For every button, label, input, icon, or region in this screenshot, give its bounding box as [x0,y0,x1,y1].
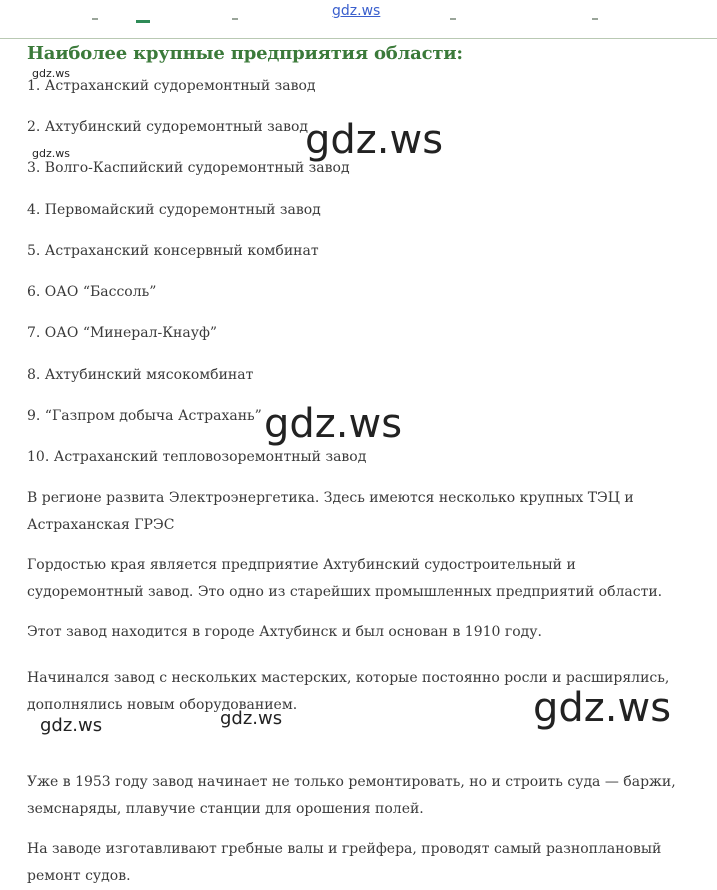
list-item: 1. Астраханский судоремонтный завод [27,78,316,94]
list-item: 6. ОАО “Бассоль” [27,284,157,300]
list-item: 2. Ахтубинский судоремонтный завод [27,119,309,135]
list-item: 9. “Газпром добыча Астрахань” [27,408,262,424]
list-item: 3. Волго-Каспийский судоремонтный завод [27,160,350,176]
list-item: 7. ОАО “Минерал-Кнауф” [27,325,218,341]
site-watermark-link[interactable]: gdz.ws [332,3,381,19]
watermark-medium: gdz.ws [40,715,103,736]
watermark-small: gdz.ws [32,67,70,80]
list-item: 5. Астраханский консервный комбинат [27,243,319,259]
list-item: 8. Ахтубинский мясокомбинат [27,367,254,383]
paragraph-production: На заводе изготавливают гребные валы и грейфера, проводят самый разноплановый ремонт судов. [27,841,662,884]
paragraph-history: Начинался завод с нескольких мастерских, которые постоянно росли и расширялись, дополнялись новым оборудованием. [27,670,670,713]
enterprises-heading: Наиболее крупные предприятия области: [27,43,463,64]
watermark-large: gdz.ws [533,685,672,731]
watermark-large: gdz.ws [264,401,403,447]
header-divider [0,38,717,39]
list-item: 10. Астраханский тепловозоремонтный завод [27,449,367,465]
paragraph-energy: В регионе развита Электроэнергетика. Здесь имеются несколько крупных ТЭЦ и Астраханская ГРЭС [27,490,634,533]
list-item: 4. Первомайский судоремонтный завод [27,202,321,218]
watermark-large: gdz.ws [305,117,444,163]
paragraph-location: Этот завод находится в городе Ахтубинск и был основан в 1910 году. [27,624,542,640]
watermark-medium: gdz.ws [220,708,283,729]
watermark-small: gdz.ws [32,147,70,160]
paragraph-shipbuilding: Уже в 1953 году завод начинает не только ремонтировать, но и строить суда — баржи, земснаряды, плавучие станции для орошения полей. [27,774,676,817]
paragraph-pride: Гордостью края является предприятие Ахтубинский судостроительный и судоремонтный завод. Это одно из старейших промышленных предприятий области. [27,557,663,600]
